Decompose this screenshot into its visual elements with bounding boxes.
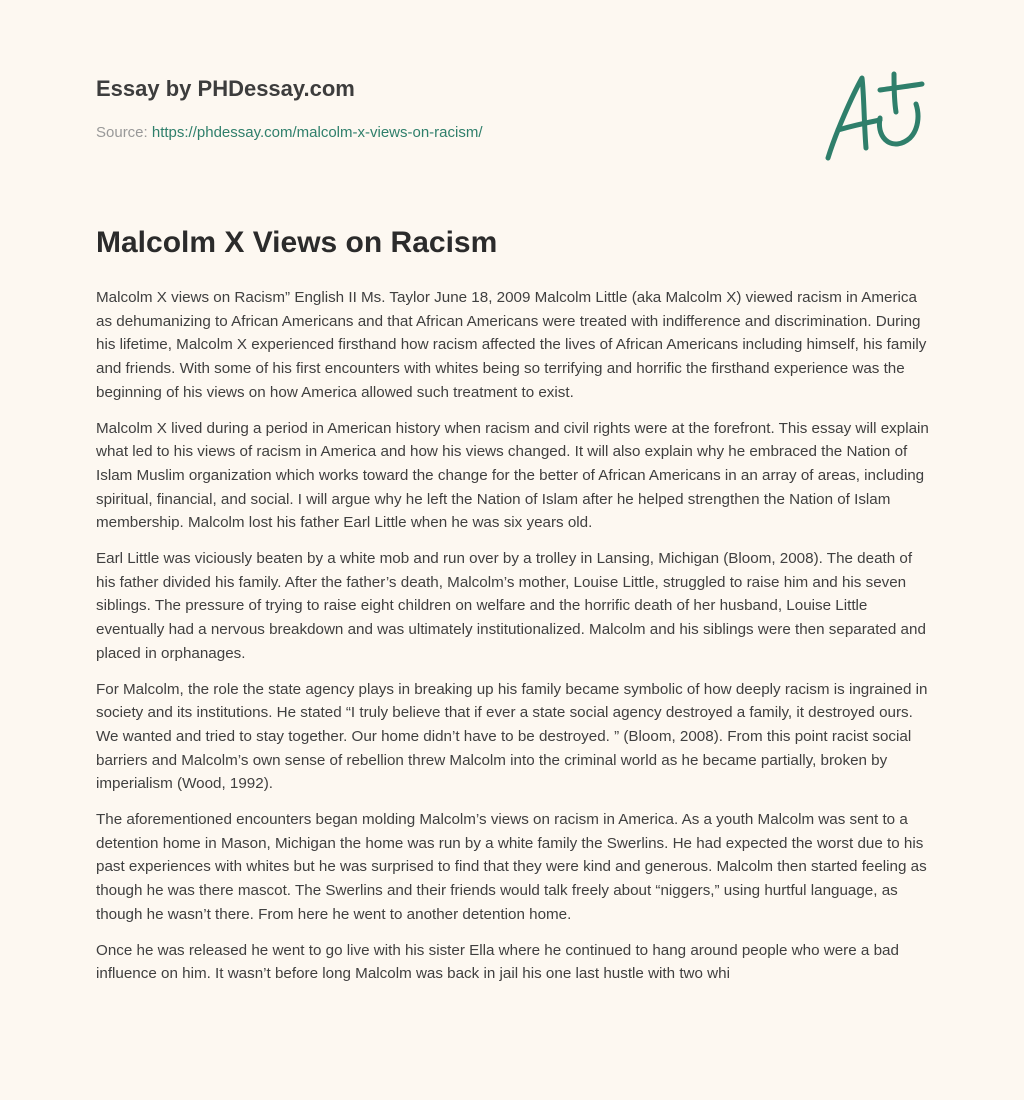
essay-body bbox=[96, 286, 932, 1100]
source-line bbox=[96, 124, 483, 141]
essay-paragraph: Malcolm X views on Racism” English II Ms. Taylor June 18, 2009 Malcolm Little (aka Malcolm X) viewed racism in America as dehumanizing to African Americans and that African Americans were treated with indifference and discrimination. During his lifetime, Malcolm X experienced firsthand how racism affected the lives of African Americans including himself, his family and friends. With some of his first encounters with whites being so terrifying and horrific the firsthand experience was the beginning of his views on how America allowed such treatment to exist. bbox=[96, 289, 927, 401]
site-brand: Essay by PHDessay.com bbox=[96, 76, 355, 101]
a-plus-grade-icon bbox=[818, 66, 930, 166]
essay-paragraph: For Malcolm, the role the state agency plays in breaking up his family became symbolic of how deeply racism is ingrained in society and its institutions. He stated “I truly believe that if ever a state social agency destroyed a family, it destroyed ours. We wanted and tried to stay together. Our home didn’t have to be destroyed. ” (Bloom, 2008). From this point racist social barriers and Malcolm’s own sense of rebellion threw Malcolm into the criminal world as he became partially, broken by imperialism (Wood, 1992). bbox=[96, 680, 928, 793]
essay-title: Malcolm X Views on Racism bbox=[96, 226, 498, 259]
essay-paragraph: Malcolm X lived during a period in American history when racism and civil rights were at the forefront. This essay will explain what led to his views of racism in America and how his views changed. It will also explain why he embraced the Nation of Islam Muslim organization which works toward the change for the better of African Americans in an array of areas, including spiritual, financial, and social. I will argue why he left the Nation of Islam after he helped strengthen the Nation of Islam membership. Malcolm lost his father Earl Little when he was six years old. bbox=[96, 419, 929, 532]
essay-paragraph: Earl Little was viciously beaten by a white mob and run over by a trolley in Lansing, Michigan (Bloom, 2008). The death of his father divided his family. After the father’s death, Malcolm’s mother, Louise Little, struggled to raise him and his seven siblings. The pressure of trying to raise eight children on welfare and the horrific death of her husband, Louise Little eventually had a nervous breakdown and was ultimately institutionalized. Malcolm and his siblings were then separated and placed in orphanages. bbox=[96, 550, 926, 662]
source-link[interactable]: https://phdessay.com/malcolm-x-views-on-racism/ bbox=[151, 124, 483, 141]
essay-paragraph: Once he was released he went to go live with his sister Ella where he continued to hang around people who were a bad influence on him. It wasn’t before long Malcolm was back in jail his one last hustle with two whi bbox=[96, 941, 899, 983]
source-label: Source: bbox=[96, 124, 152, 141]
essay-paragraph: The aforementioned encounters began molding Malcolm’s views on racism in America. As a youth Malcolm was sent to a detention home in Mason, Michigan the home was run by a white family the Swerlins. He had expected the worst due to his past experiences with whites but he was surprised to find that they were kind and generous. Malcolm then started feeling as though he was there mascot. The Swerlins and their friends would talk freely about “niggers,” using hurtful language, as though he wasn’t there. From here he went to another detention home. bbox=[96, 811, 927, 923]
